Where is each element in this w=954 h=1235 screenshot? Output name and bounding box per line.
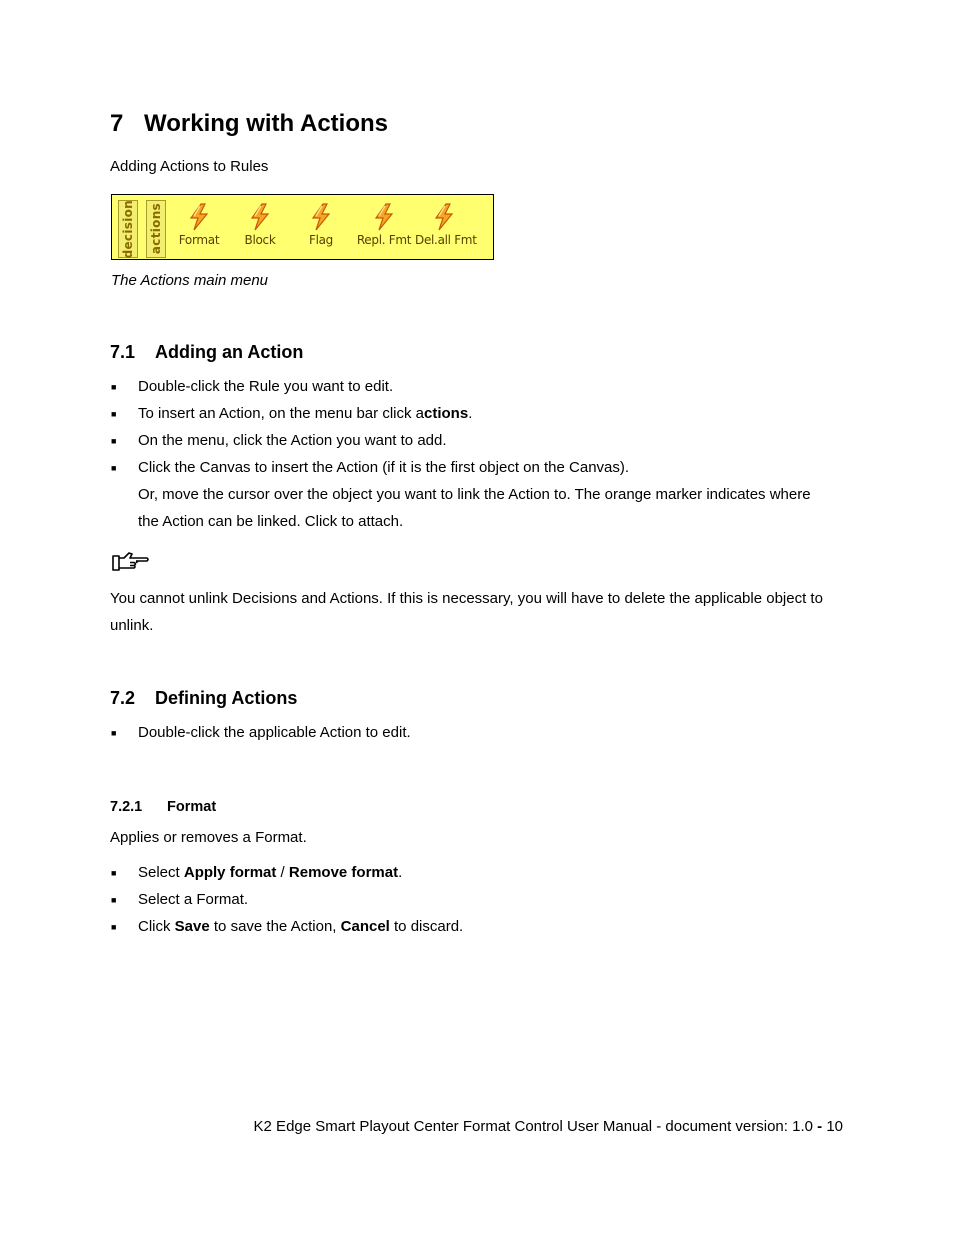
toolbar-button-format[interactable] bbox=[170, 203, 228, 253]
section-heading bbox=[110, 686, 297, 710]
bullet-marker: ■ bbox=[111, 895, 117, 905]
list-item-text: Select Apply format / Remove format. bbox=[138, 864, 403, 881]
tab-actions-label: actions bbox=[149, 203, 163, 255]
tab-actions[interactable] bbox=[146, 200, 166, 258]
bullet-marker: ■ bbox=[111, 728, 117, 738]
toolbar-button-label: Block bbox=[244, 233, 276, 247]
tab-decision[interactable] bbox=[118, 200, 138, 258]
page-footer bbox=[254, 1117, 843, 1137]
toolbar-button-block[interactable] bbox=[231, 203, 289, 253]
footer-separator: - bbox=[812, 1118, 827, 1135]
subsection-intro: Applies or removes a Format. bbox=[110, 829, 307, 846]
list-item-continuation: Or, move the cursor over the object you want to link the Action to. The orange marker indicates where bbox=[138, 486, 811, 503]
lightning-icon bbox=[247, 203, 273, 231]
list-item-text: To insert an Action, on the menu bar click actions. bbox=[138, 405, 473, 422]
pointing-hand-icon bbox=[112, 551, 150, 578]
list-item-text: Click Save to save the Action, Cancel to discard. bbox=[138, 918, 464, 935]
intro-text: Adding Actions to Rules bbox=[110, 158, 269, 175]
bullet-marker: ■ bbox=[111, 409, 117, 419]
subsection-number: 7.2.1 bbox=[110, 799, 143, 815]
section-number: 7.2 bbox=[110, 688, 136, 708]
section-number: 7.1 bbox=[110, 342, 136, 362]
section-title: Defining Actions bbox=[155, 688, 298, 708]
list-item-text: Select a Format. bbox=[138, 891, 249, 908]
bullet-marker: ■ bbox=[111, 868, 117, 878]
subsection-heading bbox=[110, 797, 216, 817]
section-title: Adding an Action bbox=[155, 342, 304, 362]
toolbar-button-label: Format bbox=[178, 233, 220, 247]
bullet-marker: ■ bbox=[111, 922, 117, 932]
actions-toolbar bbox=[111, 194, 494, 260]
chapter-heading bbox=[110, 108, 388, 140]
bullet-marker: ■ bbox=[111, 382, 117, 392]
figure-caption: The Actions main menu bbox=[111, 272, 269, 289]
toolbar-button-label: Repl. Fmt bbox=[356, 233, 412, 247]
footer-text: K2 Edge Smart Playout Center Format Control User Manual - document version: 1.0 bbox=[253, 1118, 813, 1135]
subsection-title: Format bbox=[167, 799, 217, 815]
toolbar-button-flag[interactable] bbox=[292, 203, 350, 253]
lightning-icon bbox=[371, 203, 397, 231]
toolbar-button-repl-fmt[interactable] bbox=[355, 203, 413, 253]
list-item-text: On the menu, click the Action you want to add. bbox=[138, 432, 447, 449]
page-number: 10 bbox=[826, 1118, 843, 1135]
tab-decision-label: decision bbox=[121, 199, 135, 259]
chapter-title: Working with Actions bbox=[144, 110, 388, 137]
toolbar-button-del-all-fmt[interactable] bbox=[415, 203, 477, 253]
list-item-text: Double-click the Rule you want to edit. bbox=[138, 378, 394, 395]
section-heading bbox=[110, 340, 303, 364]
list-item-text: Click the Canvas to insert the Action (if it is the first object on the Canvas). bbox=[138, 459, 630, 476]
lightning-icon bbox=[186, 203, 212, 231]
toolbar-button-label: Flag bbox=[308, 233, 333, 247]
bullet-marker: ■ bbox=[111, 463, 117, 473]
lightning-icon bbox=[431, 203, 457, 231]
lightning-icon bbox=[308, 203, 334, 231]
chapter-number: 7 bbox=[110, 110, 124, 137]
toolbar-button-label: Del.all Fmt bbox=[415, 233, 477, 247]
note-text: You cannot unlink Decisions and Actions. If this is necessary, you will have to delete the applicable object to unlink. bbox=[110, 590, 823, 634]
list-item-continuation: the Action can be linked. Click to attach. bbox=[138, 513, 404, 530]
list-item-text: Double-click the applicable Action to edit. bbox=[138, 724, 411, 741]
bullet-marker: ■ bbox=[111, 436, 117, 446]
